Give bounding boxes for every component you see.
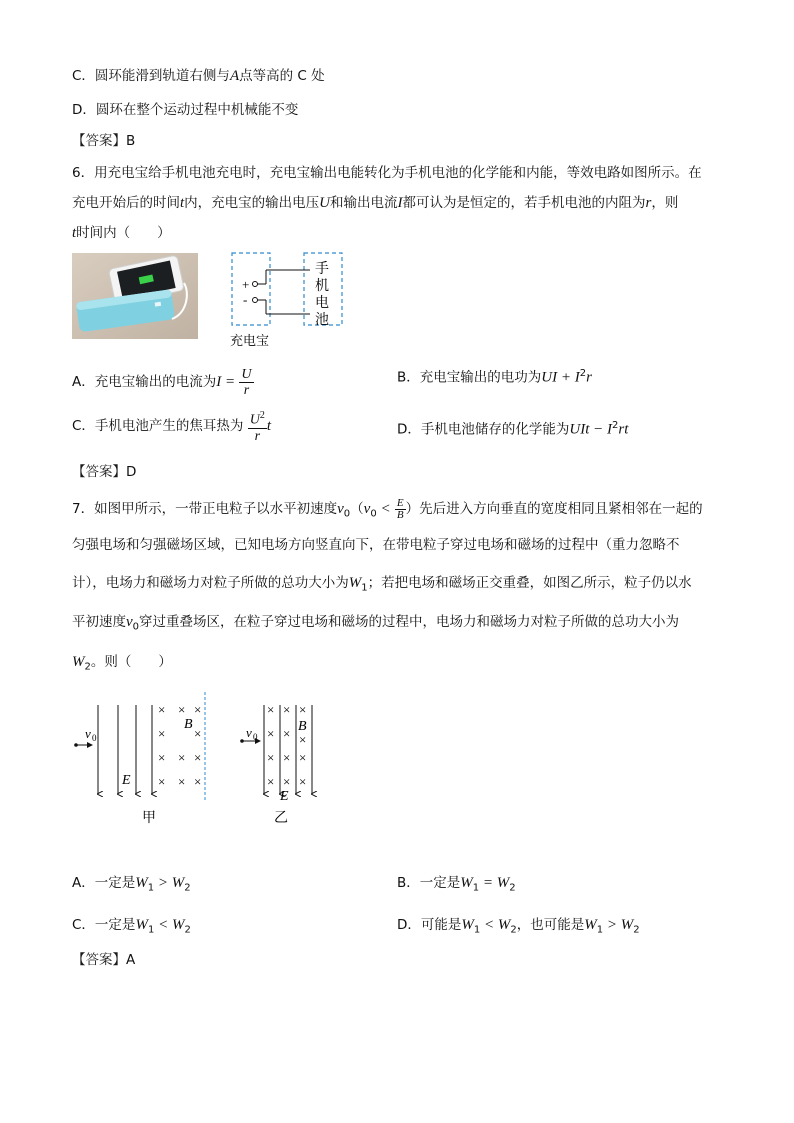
q6-option-b: B．充电宝输出的电功为UI + $I^2r$ bbox=[397, 368, 592, 386]
e-label-b: E bbox=[280, 789, 289, 804]
svg-text:×: × bbox=[283, 726, 291, 741]
diagram-jia bbox=[74, 692, 205, 826]
q7-stem-line2: 匀强电场和匀强磁场区域，已知电场方向竖直向下，在带电粒子穿过电场和磁场的过程中（重力忽略不 bbox=[72, 537, 680, 553]
device-char-2: 机 bbox=[315, 279, 329, 294]
svg-text:×: × bbox=[267, 702, 275, 717]
caption-jia: 甲 bbox=[142, 811, 156, 826]
field-diagrams bbox=[70, 690, 330, 830]
q6-stem-line2: 充电开始后的时间t内，充电宝的输出电压U和输出电流I都可认为是恒定的，若手机电池的内阻为r，则 bbox=[72, 195, 679, 211]
power-bank-photo bbox=[72, 253, 198, 339]
q6-stem-line1: 6．用充电宝给手机电池充电时，充电宝输出电能转化为手机电池的化学能和内能，等效电路如图所示。在 bbox=[72, 165, 702, 181]
plus-terminal: + bbox=[242, 277, 250, 292]
svg-text:×: × bbox=[267, 774, 275, 789]
q6-option-c: C．手机电池产生的焦耳热为 $\frac{U^2}{r}$ t bbox=[72, 410, 272, 444]
svg-text:×: × bbox=[158, 750, 166, 765]
q5-option-d: D．圆环在整个运动过程中机械能不变 bbox=[72, 102, 299, 118]
q7-option-c: C．一定是$W_1 < W_2$ bbox=[72, 917, 191, 936]
svg-text:0: 0 bbox=[253, 732, 258, 742]
svg-text:×: × bbox=[158, 726, 166, 741]
device-char-1: 手 bbox=[315, 262, 329, 277]
b-label-b: B bbox=[298, 719, 307, 734]
q7-stem-line5: $W_2$。则（ ） bbox=[72, 654, 172, 673]
svg-text:×: × bbox=[178, 774, 186, 789]
svg-text:×: × bbox=[194, 774, 202, 789]
svg-text:×: × bbox=[299, 732, 307, 747]
svg-text:×: × bbox=[299, 702, 307, 717]
device-char-4: 池 bbox=[315, 313, 329, 328]
q6-answer: 【答案】D bbox=[72, 464, 137, 480]
q7-answer: 【答案】A bbox=[72, 952, 136, 968]
svg-text:×: × bbox=[194, 726, 202, 741]
diagram-yi bbox=[240, 702, 312, 826]
q5-answer: 【答案】B bbox=[72, 133, 136, 149]
caption-yi: 乙 bbox=[274, 811, 288, 826]
q6-option-d: D．手机电池储存的化学能为UIt − $I^2rt$ bbox=[397, 420, 629, 438]
v0-label-a: v bbox=[85, 726, 91, 741]
q7-option-b: B．一定是$W_1 = W_2$ bbox=[397, 875, 516, 894]
svg-text:×: × bbox=[158, 702, 166, 717]
circuit-caption: 充电宝 bbox=[230, 333, 270, 348]
svg-text:×: × bbox=[194, 750, 202, 765]
svg-text:0: 0 bbox=[92, 733, 97, 743]
q6-stem-line3: t时间内（ ） bbox=[72, 225, 171, 241]
charging-circuit-diagram bbox=[222, 248, 352, 348]
minus-terminal: - bbox=[243, 292, 248, 307]
q7-stem-line3: 计），电场力和磁场力对粒子所做的总功大小为$W_1$；若把电场和磁场正交重叠，如图乙所示，粒子仍以水 bbox=[72, 575, 692, 594]
e-label-a: E bbox=[122, 773, 131, 788]
q7-option-d: D．可能是$W_1 < W_2$，也可能是$W_1 > W_2$ bbox=[397, 917, 640, 936]
svg-text:×: × bbox=[283, 702, 291, 717]
svg-text:×: × bbox=[158, 774, 166, 789]
b-label-a: B bbox=[184, 717, 193, 732]
svg-text:×: × bbox=[178, 702, 186, 717]
svg-text:×: × bbox=[267, 750, 275, 765]
svg-text:×: × bbox=[283, 750, 291, 765]
svg-text:×: × bbox=[178, 750, 186, 765]
svg-text:×: × bbox=[299, 774, 307, 789]
svg-text:×: × bbox=[299, 750, 307, 765]
q7-stem-line4: 平初速度$v_0$穿过重叠场区，在粒子穿过电场和磁场的过程中，电场力和磁场力对粒子所做的总功大小为 bbox=[72, 614, 680, 633]
q6-option-a: A．充电宝输出的电流为I = $\frac{U}{r}$ bbox=[72, 366, 252, 398]
v0-label-b: v bbox=[246, 725, 252, 740]
svg-text:×: × bbox=[194, 702, 202, 717]
q7-stem-line1: 7．如图甲所示，一带正电粒子以水平初速度$v_0(v_0$ < $\frac{E}{B}$ ）先后进入方向垂直的宽度相同且紧相邻在一起的 bbox=[72, 496, 703, 521]
device-char-3: 电 bbox=[315, 296, 329, 311]
q7-option-a: A．一定是$W_1 > W_2$ bbox=[72, 875, 191, 894]
q5-option-c: C．圆环能滑到轨道右侧与A点等高的 C 处 bbox=[72, 68, 325, 84]
svg-text:×: × bbox=[283, 774, 291, 789]
svg-text:×: × bbox=[267, 726, 275, 741]
